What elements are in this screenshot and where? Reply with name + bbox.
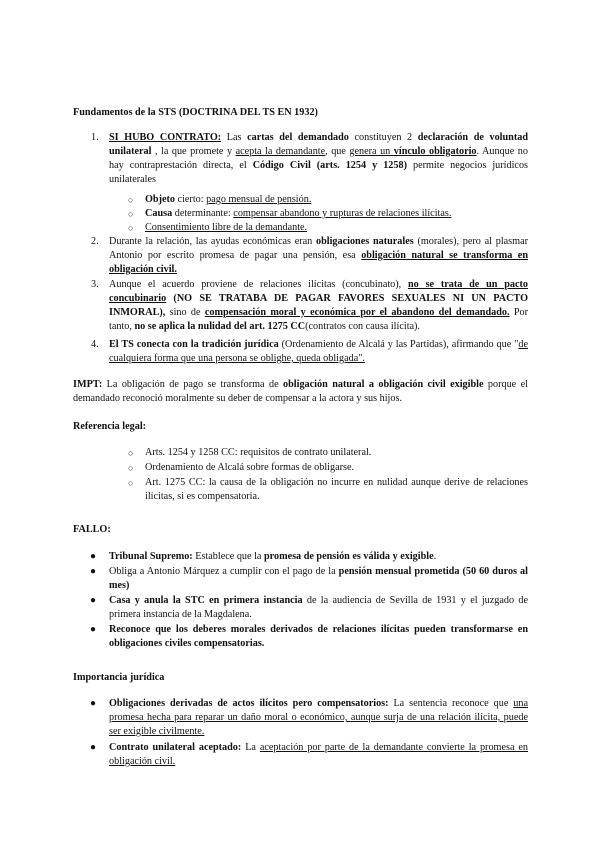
legal-reference-item: Art. 1275 CC: la causa de la obligación no incurre en nulidad aunque derive de relaciones ilícitas, si es compensatoria. (145, 477, 528, 502)
legal-reference-item: Ordenamiento de Alcalá sobre formas de obligarse. (145, 462, 355, 473)
sub-item-consentimiento: Consentimiento libre de la demandante. (145, 222, 308, 233)
circle-bullet-icon: ○ (128, 448, 134, 458)
list-number: 3. (91, 279, 99, 290)
list-item-4: El TS conecta con la tradición jurídica (Ordenamiento de Alcalá y las Partidas), afirmando que "de cualquiera forma que una persona se oblighe, queda obligada". (109, 339, 528, 364)
list-number: 2. (91, 236, 99, 247)
importance-item: Contrato unilateral aceptado: La aceptación por parte de la demandante convierte la promesa en obligación civil. (109, 742, 528, 767)
dot-bullet-icon: ● (90, 551, 97, 562)
circle-bullet-icon: ○ (128, 195, 134, 205)
list-number: 4. (91, 339, 99, 350)
dot-bullet-icon: ● (90, 698, 97, 709)
list-number: 1. (91, 132, 99, 143)
section-title-fundamentos: Fundamentos de la STS (DOCTRINA DEL TS EN 1932) (73, 107, 318, 118)
fallo-item: Tribunal Supremo: Establece que la promesa de pensión es válida y exigible. (109, 551, 437, 562)
sub-item-objeto: Objeto cierto: pago mensual de pensión. (145, 194, 312, 205)
dot-bullet-icon: ● (90, 595, 97, 606)
impt-paragraph: IMPT: La obligación de pago se transforma de obligación natural a obligación civil exigible porque el demandado reconoció moralmente su deber de compensar a la actora y sus hijos. (73, 379, 528, 404)
list-item-3: Aunque el acuerdo proviene de relaciones ilícitas (concubinato), no se trata de un pacto concubinario (NO SE TRATABA DE PAGAR FAVORES SEXUALES NI UN PACTO INMORAL), sino de compensación moral y económica por el abandono del demandado. Por tanto, no se aplica la nulidad del art. 1275 CC(contratos con causa ilícita). (109, 279, 528, 332)
section-title-referencia: Referencia legal: (73, 421, 147, 432)
dot-bullet-icon: ● (90, 742, 97, 753)
section-title-importancia: Importancia jurídica (73, 672, 165, 683)
fallo-item: Reconoce que los deberes morales derivados de relaciones ilícitas pueden transformarse en obligaciones civiles compensatorias. (109, 624, 528, 649)
fallo-item: Obliga a Antonio Márquez a cumplir con el pago de la pensión mensual prometida (50 60 duros al mes) (109, 566, 528, 591)
section-title-fallo: FALLO: (73, 524, 111, 535)
circle-bullet-icon: ○ (128, 223, 134, 233)
list-item-2: Durante la relación, las ayudas económicas eran obligaciones naturales (morales), pero al plasmar Antonio por escrito promesa de pagar una pensión, esa obligación natural se transforma en obligación civil. (109, 236, 528, 275)
circle-bullet-icon: ○ (128, 478, 134, 488)
circle-bullet-icon: ○ (128, 209, 134, 219)
fallo-item: Casa y anula la STC en primera instancia de la audiencia de Sevilla de 1931 y el juzgado de primera instancia de la Magdalena. (109, 595, 528, 620)
list-item-1: SI HUBO CONTRATO: Las cartas del demandado constituyen 2 declaración de voluntad unilateral , la que promete y acepta la demandante, que genera un vínculo obligatorio. Aunque no hay contraprestación directa, el Código Civil (arts. 1254 y 1258) permite negocios jurídicos unilaterales (109, 132, 528, 185)
importance-item: Obligaciones derivadas de actos ilícitos pero compensatorios: La sentencia reconoce que una promesa hecha para reparar un daño moral o económico, aunque surja de una relación ilícita, puede ser exigible civilmente. (109, 698, 528, 737)
sub-item-causa: Causa determinante: compensar abandono y rupturas de relaciones ilícitas. (145, 208, 452, 219)
circle-bullet-icon: ○ (128, 463, 134, 473)
legal-reference-item: Arts. 1254 y 1258 CC: requisitos de contrato unilateral. (145, 447, 372, 458)
dot-bullet-icon: ● (90, 624, 97, 635)
dot-bullet-icon: ● (90, 566, 97, 577)
